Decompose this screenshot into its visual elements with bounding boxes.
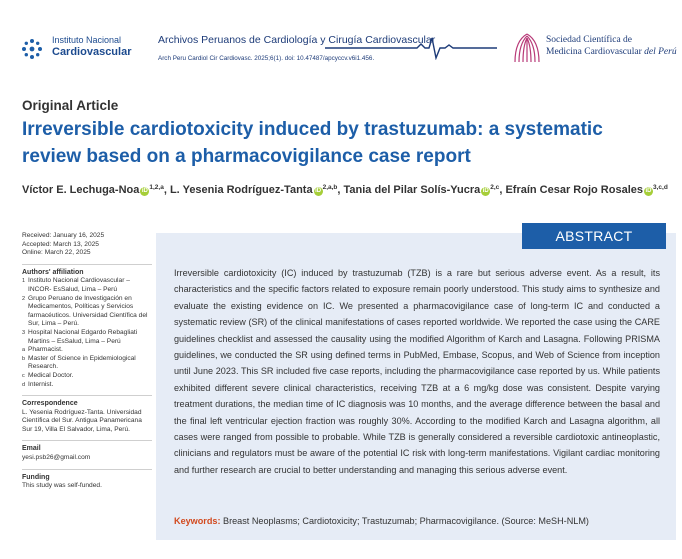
author-separator: , (337, 184, 344, 196)
author-name: Víctor E. Lechuga-Noa (22, 184, 140, 196)
affiliation-item (22, 329, 152, 346)
affiliation-item (22, 295, 152, 329)
affiliation-text: Hospital Nacional Edgardo Rebagliati Martins – EsSalud, Lima – Perú (28, 328, 138, 345)
affiliation-item (22, 277, 152, 294)
author-name: Efraín Cesar Rojo Rosales (505, 184, 643, 196)
email-heading: Email (22, 445, 41, 453)
keywords-line (174, 516, 664, 526)
affiliation-item (22, 346, 152, 355)
affiliation-label: 2 (22, 295, 26, 302)
author-affiliation-marker: 2,c (490, 184, 500, 191)
society-logo-line2: Medicina Cardiovascular del Perú (546, 47, 677, 57)
funding-text: This study was self-funded. (22, 482, 102, 490)
author-entry (505, 184, 667, 196)
divider (22, 264, 152, 265)
orcid-icon[interactable]: iD (482, 188, 489, 194)
funding-heading: Funding (22, 473, 50, 481)
affiliation-label: c (22, 372, 25, 379)
online-date: Online: March 22, 2025 (22, 249, 91, 257)
affiliation-label: 1 (22, 278, 26, 285)
society-logo (512, 32, 677, 66)
affiliation-text: Instituto Nacional Cardiovascular – INCOR- EsSalud, Lima – Perú (28, 277, 130, 293)
correspondence-text: L. Yesenia Rodríguez-Tanta. Universidad Científica del Sur. Antigua Panamericana Sur 19, Villa El Salvador, Lima, Perú. (22, 408, 142, 433)
accepted-date: Accepted: March 13, 2025 (22, 240, 99, 248)
abstract-heading: ABSTRACT (522, 223, 666, 249)
article-type: Original Article (22, 98, 119, 113)
affiliation-label: d (22, 381, 26, 388)
society-logo-line1: Sociedad Científica de (546, 35, 632, 45)
affiliation-label: a (22, 347, 26, 354)
affiliation-text: Master of Science in Epidemiological Research. (28, 354, 136, 371)
affiliation-item (22, 355, 152, 372)
received-date: Received: January 16, 2025 (22, 232, 105, 239)
keywords-text: Breast Neoplasms; Cardiotoxicity; Trastuzumab; Pharmacovigilance. (Source: MeSH-NLM) (220, 516, 589, 526)
divider (22, 440, 152, 441)
affiliation-item (22, 381, 152, 390)
affiliation-label: 3 (22, 329, 26, 336)
keywords-label: Keywords: (174, 516, 221, 526)
affiliation-text: Medical Doctor. (28, 371, 74, 379)
author-entry (170, 184, 344, 196)
inc-logo (18, 32, 148, 66)
affiliation-text: Grupo Peruano de Investigación en Medicamentos, Políticas y Servicios farmacéuticos. Universidad Científica del Sur, Lima – Perú. (28, 294, 148, 328)
society-emblem-icon (512, 32, 542, 64)
affiliation-heading: Authors' affiliation (22, 268, 84, 276)
ecg-line-icon (325, 36, 497, 60)
author-separator: , (499, 184, 506, 196)
affiliation-item (22, 372, 152, 381)
author-list (22, 184, 672, 196)
inc-logo-line1: Instituto Nacional (52, 35, 122, 45)
inc-logo-line2: Cardiovascular (52, 46, 132, 58)
journal-citation: Arch Peru Cardiol Cir Cardiovasc. 2025;6(1). doi: 10.47487/apcyccv.v6i1.456. (158, 55, 375, 62)
author-separator: , (163, 184, 170, 196)
affiliation-list (22, 277, 152, 389)
author-name: Tania del Pilar Solís-Yucra (343, 184, 481, 196)
article-title: Irreversible cardiotoxicity induced by trastuzumab: a systematic review based on a pharmacovigilance case report (22, 119, 603, 167)
author-entry (344, 184, 506, 196)
affiliation-label: b (22, 355, 26, 362)
divider (22, 395, 152, 396)
inc-star-icon (18, 36, 46, 62)
correspondence-heading: Correspondence (22, 400, 78, 408)
affiliation-text: Pharmacist. (28, 346, 63, 354)
article-sidebar (22, 232, 152, 491)
journal-title: Archivos Peruanos de Cardiología y Cirugía Cardiovascular (158, 34, 436, 46)
orcid-icon[interactable]: iD (645, 188, 652, 194)
author-affiliation-marker: 2,a,b (322, 184, 338, 191)
author-name: L. Yesenia Rodríguez-Tanta (169, 184, 313, 196)
email-link[interactable]: yesi.psb26@gmail.com (22, 454, 91, 462)
affiliation-text: Internist. (28, 380, 54, 388)
author-affiliation-marker: 3,c,d (653, 184, 668, 191)
author-entry (22, 184, 170, 196)
divider (22, 469, 152, 470)
orcid-icon[interactable]: iD (315, 188, 322, 194)
abstract-text: Irreversible cardiotoxicity (IC) induced by trastuzumab (TZB) is a rare but serious adverse event. As a result, its characteristics and the specific factors related to exposure remain poorly understood. This study aims to synthesize and evaluate the existing evidence on IC. We presented a pharmacovigilance case of long-term IC and conducted a systematic review (SR) of the clinical manifestations of cases reported worldwide. We reported the case using the CARE guidelines checklist and assessed the causality using the modified Algorithm of Karch and Lasagna. Following PRISMA guidelines, we conducted the SR using defined terms in PubMed, Embase, Scopus, and Web of Science from inception until June 2023. This SR included five case reports, including the pharmacovigilance case reported by us. While patients exhibited different severe clinical characteristics, receiving TZB at a 6 mg/kg dose was consistent. Despite varying treatment durations, the median time of IC diagnosis was 10 months, and the average difference between the basal and the final left ventricular ejection fraction was roughly 30%. According to the modified Karch and Lasagna algorithm, all cases were ranged from possible to probable. While TZB is generally considered a reversible cardiotoxic antineoplastic, clinicians and regulators must be aware of the potential IC risk with long-term manifestations. Vigilant cardiac monitoring and further research are crucial to better understanding and managing this serious adverse event. (174, 268, 660, 475)
orcid-icon[interactable]: iD (141, 188, 148, 194)
author-affiliation-marker: 1,2,a (149, 184, 164, 191)
